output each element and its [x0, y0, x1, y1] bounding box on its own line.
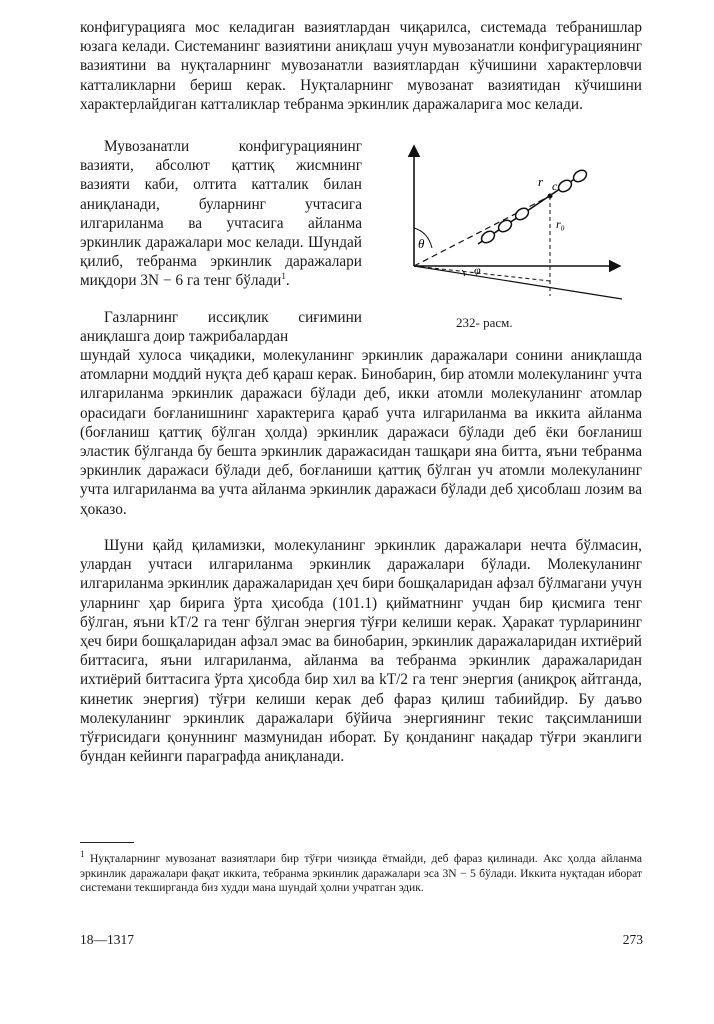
footnote-mark: 1: [281, 271, 286, 282]
phi-arc: [462, 270, 465, 276]
figure-232: [370, 136, 652, 346]
paragraph-2: Мувозанатли конфигурациянинг вазияти, абсолют қаттиқ жисмнинг вазияти каби, олтита катталик билан аниқланади, буларнинг учтасига илгариланма ва учтасига айланма эркинлик даражалари мос келади. Шундай қилиб, тебранма эркинлик даражалари миқдори 3N − 6 га тенг бўлади$^1$.: [80, 138, 362, 290]
label-r: r: [538, 174, 544, 189]
atom-1: [479, 229, 496, 245]
label-phi: φ: [474, 263, 481, 277]
footnote-number: 1: [80, 849, 85, 860]
label-r0: r₀: [556, 217, 565, 231]
paragraph-3-continued: шундай хулоса чиқадики, молекуланинг эркинлик даражалари сонини аниқлашда атомларни моддий нуқта деб қараш керак. Бинобарин, бир атомли молекуланинг учта илгариланма эркинлик даражаси бўлади деб, икки атомли молекуланинг атомлар орасидаги боғланишнинг характерига қараб учта илгариланма ва иккита айланма (боғланиш қаттиқ бўлган ҳолда) эркинлик даражаси бўлади деб ёки боғланиш эластик бўлганда бу бешта эркинлик даражасидан ташқари яна битта, яъни тебранма эркинлик даражаси бўлади деб, боғланиши қаттиқ бўлган уч атомли молекуланинг учта илгариланма ва учта айланма эркинлик даражаси бўлади деб ҳисоблаш лозим ва ҳоказо.: [80, 347, 642, 518]
atom-5: [571, 168, 588, 184]
atom-2: [496, 218, 513, 234]
figure-caption: 232- расм.: [456, 315, 513, 330]
printer-signature: 18—1317: [80, 932, 134, 947]
radius-vector: [414, 196, 550, 266]
paragraph-2-text: Мувозанатли конфигурациянинг вазияти, абсолют қаттиқ жисмнинг вазияти каби, олтита катталик билан аниқланади, буларнинг учтасига илгариланма ва учтасига айланма эркинлик даражалари мос келади. Шундай қилиб, тебранма эркинлик даражалари миқдори 3N − 6 га тенг бўлади: [80, 138, 362, 290]
footnote-divider: [80, 842, 134, 843]
paragraph-3-start: Газларнинг иссиқлик сиғимини аниқлашга доир тажрибалардан: [80, 309, 362, 346]
label-c: c: [552, 179, 558, 193]
atom-4: [556, 178, 573, 194]
molecule-diagram: [370, 136, 652, 311]
projection-line: [414, 266, 550, 281]
y-axis: [414, 266, 622, 299]
footnote-text: Нуқталарнинг мувозанат вазиятлари бир тўғри чизиқда ётмайди, деб фараз қилинади. Акс ҳолда айланма эркинлик даражалари фақат иккита, тебранма эркинлик даражалари эса 3N − 5 бўлади. Иккита нуқтадан иборат системани текширганда биз худди мана шундай ҳолни учратган эдик.: [80, 852, 643, 895]
center-of-mass: [548, 194, 553, 199]
page-number: 273: [622, 932, 643, 947]
atom-3: [513, 206, 530, 222]
label-theta: θ: [418, 236, 425, 251]
paragraph-4: Шуни қайд қиламизки, молекуланинг эркинлик даражалари нечта бўлмасин, улардан учтаси илгариланма эркинлик даражалари бўлади. Молекуланинг илгариланма эркинлик даражаларидан ҳеч бири бошқаларидан афзал бўлмагани учун уларнинг ҳар бирига ўрта ҳисобда (101.1) қийматнинг учдан бир қисмига тенг бўлган, яъни kT/2 га тенг бўлган энергия тўғри келиши керак. Ҳаракат турларининг ҳеч бири бошқаларидан афзал эмас ва бинобарин, эркинлик даражаларидан ихтиёрий биттасига, яъни илгариланма, айланма ва тебранма эркинлик даражаларидан ихтиёрий биттасига ўрта ҳисобда бир хил ва kT/2 га тенг энергия (аниқроқ айтганда, кинетик энергия) тўғри келиши керак деб фараз қилиш табиийдир. Бу даъво молекуланинг эркинлик даражалари бўйича энергиянинг текис тақсимланиши тўғрисидаги қонуннинг мазмунидан иборат. Бу қонданинг нақадар тўғри эканлиги бундан кейинги параграфда аниқланади.: [80, 537, 642, 766]
paragraph-1: конфигурацияга мос келадиган вазиятлардан чиқарилса, системада тебранишлар юзага келади. Системанинг вазиятини аниқлаш учун мувозанатли конфигурациянинг вазиятини ва нуқталарнинг мувозанатли вазиятлардан кўчишини характерловчи катталикларни бериш керак. Нуқталарнинг мувозанат вазиятидан кўчишини характерлайдиган катталиклар тебранма эркинлик даражаларига мос келади.: [80, 19, 642, 113]
footnote: [80, 849, 643, 896]
